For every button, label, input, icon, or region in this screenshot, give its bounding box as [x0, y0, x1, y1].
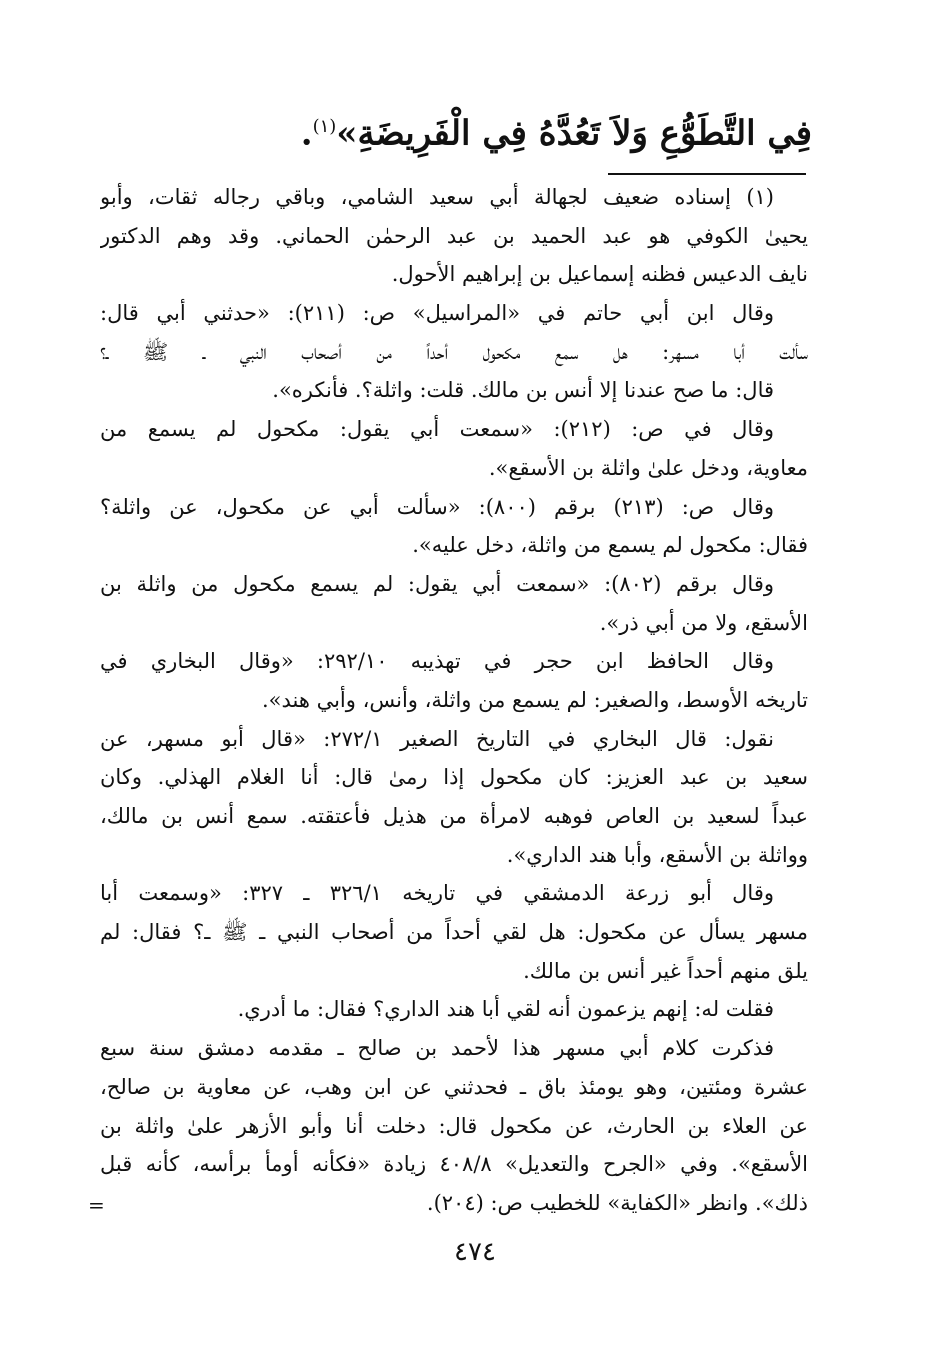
footnote-line: الأسقع، ولا من أبي ذر».	[599, 610, 808, 635]
footnote-line: الأسقع». وفي «الجرح والتعديل» ٤٠٨/٨ زيادة «فكأنه أومأ برأسه، كأنه قبل	[100, 1152, 808, 1177]
footnote-line: فقلت له: إنهم يزعمون أنه لقي أبا هند الداري؟ فقال: ما أدري.	[237, 997, 774, 1022]
footnote-line: سألت أبا مسهر: هل سمع مكحول أحداً من أصحاب النبي ـ ﷺ ـ؟	[100, 339, 808, 364]
main-text-end: .	[300, 113, 313, 154]
footnote-line: عبداً لسعيد بن العاص فوهبه لامرأة من هذيل فأعتقته. سمع أنس بن مالك،	[100, 804, 808, 828]
footnote-line: قال: ما صح عندنا إلا أنس بن مالك. قلت: واثلة؟. فأنكره».	[272, 378, 774, 403]
footnote-separator	[608, 173, 806, 175]
footnote-line: يحيىٰ الكوفي هو عبد الحميد بن عبد الرحمٰن الحماني. وقد وهم الدكتور	[100, 223, 808, 248]
main-text-line	[122, 92, 812, 168]
footnote-line: مسهر يسأل عن مكحول: هل لقي أحداً من أصحاب النبي ـ ﷺ ـ؟ فقال: لم	[100, 920, 808, 945]
footnote-line: وقال ابن أبي حاتم في «المراسيل» ص: (٢١١): «حدثني أبي قال:	[100, 301, 774, 326]
footnote-line: ذلك». وانظر «الكفاية» للخطيب ص: (٢٠٤).	[426, 1190, 808, 1215]
footnote-line: نقول: قال البخاري في التاريخ الصغير ٢٧٢/١: «قال أبو مسهر، عن	[100, 726, 774, 751]
continuation-mark: =	[88, 1193, 105, 1217]
footnote-line: (١) إسناده ضعيف لجهالة أبي سعيد الشامي، وباقي رجاله ثقات، وأبو	[100, 185, 774, 209]
footnote-line: تاريخه الأوسط، والصغير: لم يسمع من واثلة، وأنس، وأبي هند».	[261, 687, 808, 712]
footnote-line: عشرة ومئتين، وهو يومئذ باق ـ فحدثني عن ابن وهب، عن معاوية بن صالح،	[100, 1074, 808, 1099]
footnote-line: معاوية، ودخل علىٰ واثلة بن الأسقع».	[488, 455, 808, 480]
page-number: ٤٧٤	[454, 1237, 496, 1267]
footnote-line: وقال في ص: (٢١٢): «سمعت أبي يقول: مكحول لم يسمع من	[100, 417, 774, 442]
footnote-line: عن العلاء بن الحارث، عن مكحول قال: دخلت أنا وأبو الأزهر علىٰ واثلة بن	[100, 1113, 808, 1138]
main-text: فِي التَّطَوُّعِ وَلاَ تَعُدَّهُ فِي الْفَرِيضَةِ»	[336, 113, 812, 154]
footnote-line: وقال ص: (٢١٣) برقم (٨٠٠): «سألت أبي عن مكحول، عن واثلة؟	[100, 494, 775, 519]
footnote-line: وقال برقم (٨٠٢): «سمعت أبي يقول: لم يسمع مكحول من واثلة بن	[100, 571, 775, 596]
footnote-line: وقال الحافظ ابن حجر في تهذيبه ٢٩٢/١٠: «وقال البخاري في	[100, 649, 774, 674]
footnote-line: فقال: مكحول لم يسمع من واثلة، دخل عليه».	[412, 533, 808, 558]
footnote-line: يلق منهم أحداً غير أنس بن مالك.	[523, 958, 808, 983]
footnote-line: سعيد بن عبد العزيز: كان مكحول إذا رمىٰ قال: أنا الغلام الهذلي. وكان	[100, 765, 808, 790]
footnote-line: وواثلة بن الأسقع، وأبا هند الداري».	[506, 842, 808, 867]
footnotes-block	[100, 178, 808, 1223]
footnote-line: وقال أبو زرعة الدمشقي في تاريخه ٣٢٦/١ ـ ٣٢٧: «وسمعت أبا	[100, 881, 774, 906]
footnote-reference: (١)	[312, 116, 337, 137]
footnote-line: فذكرت كلام أبي مسهر هذا لأحمد بن صالح ـ مقدمه دمشق سنة سبع	[100, 1036, 774, 1061]
footnote-line: نايف الدعيس فظنه إسماعيل بن إبراهيم الأحول.	[391, 262, 808, 287]
